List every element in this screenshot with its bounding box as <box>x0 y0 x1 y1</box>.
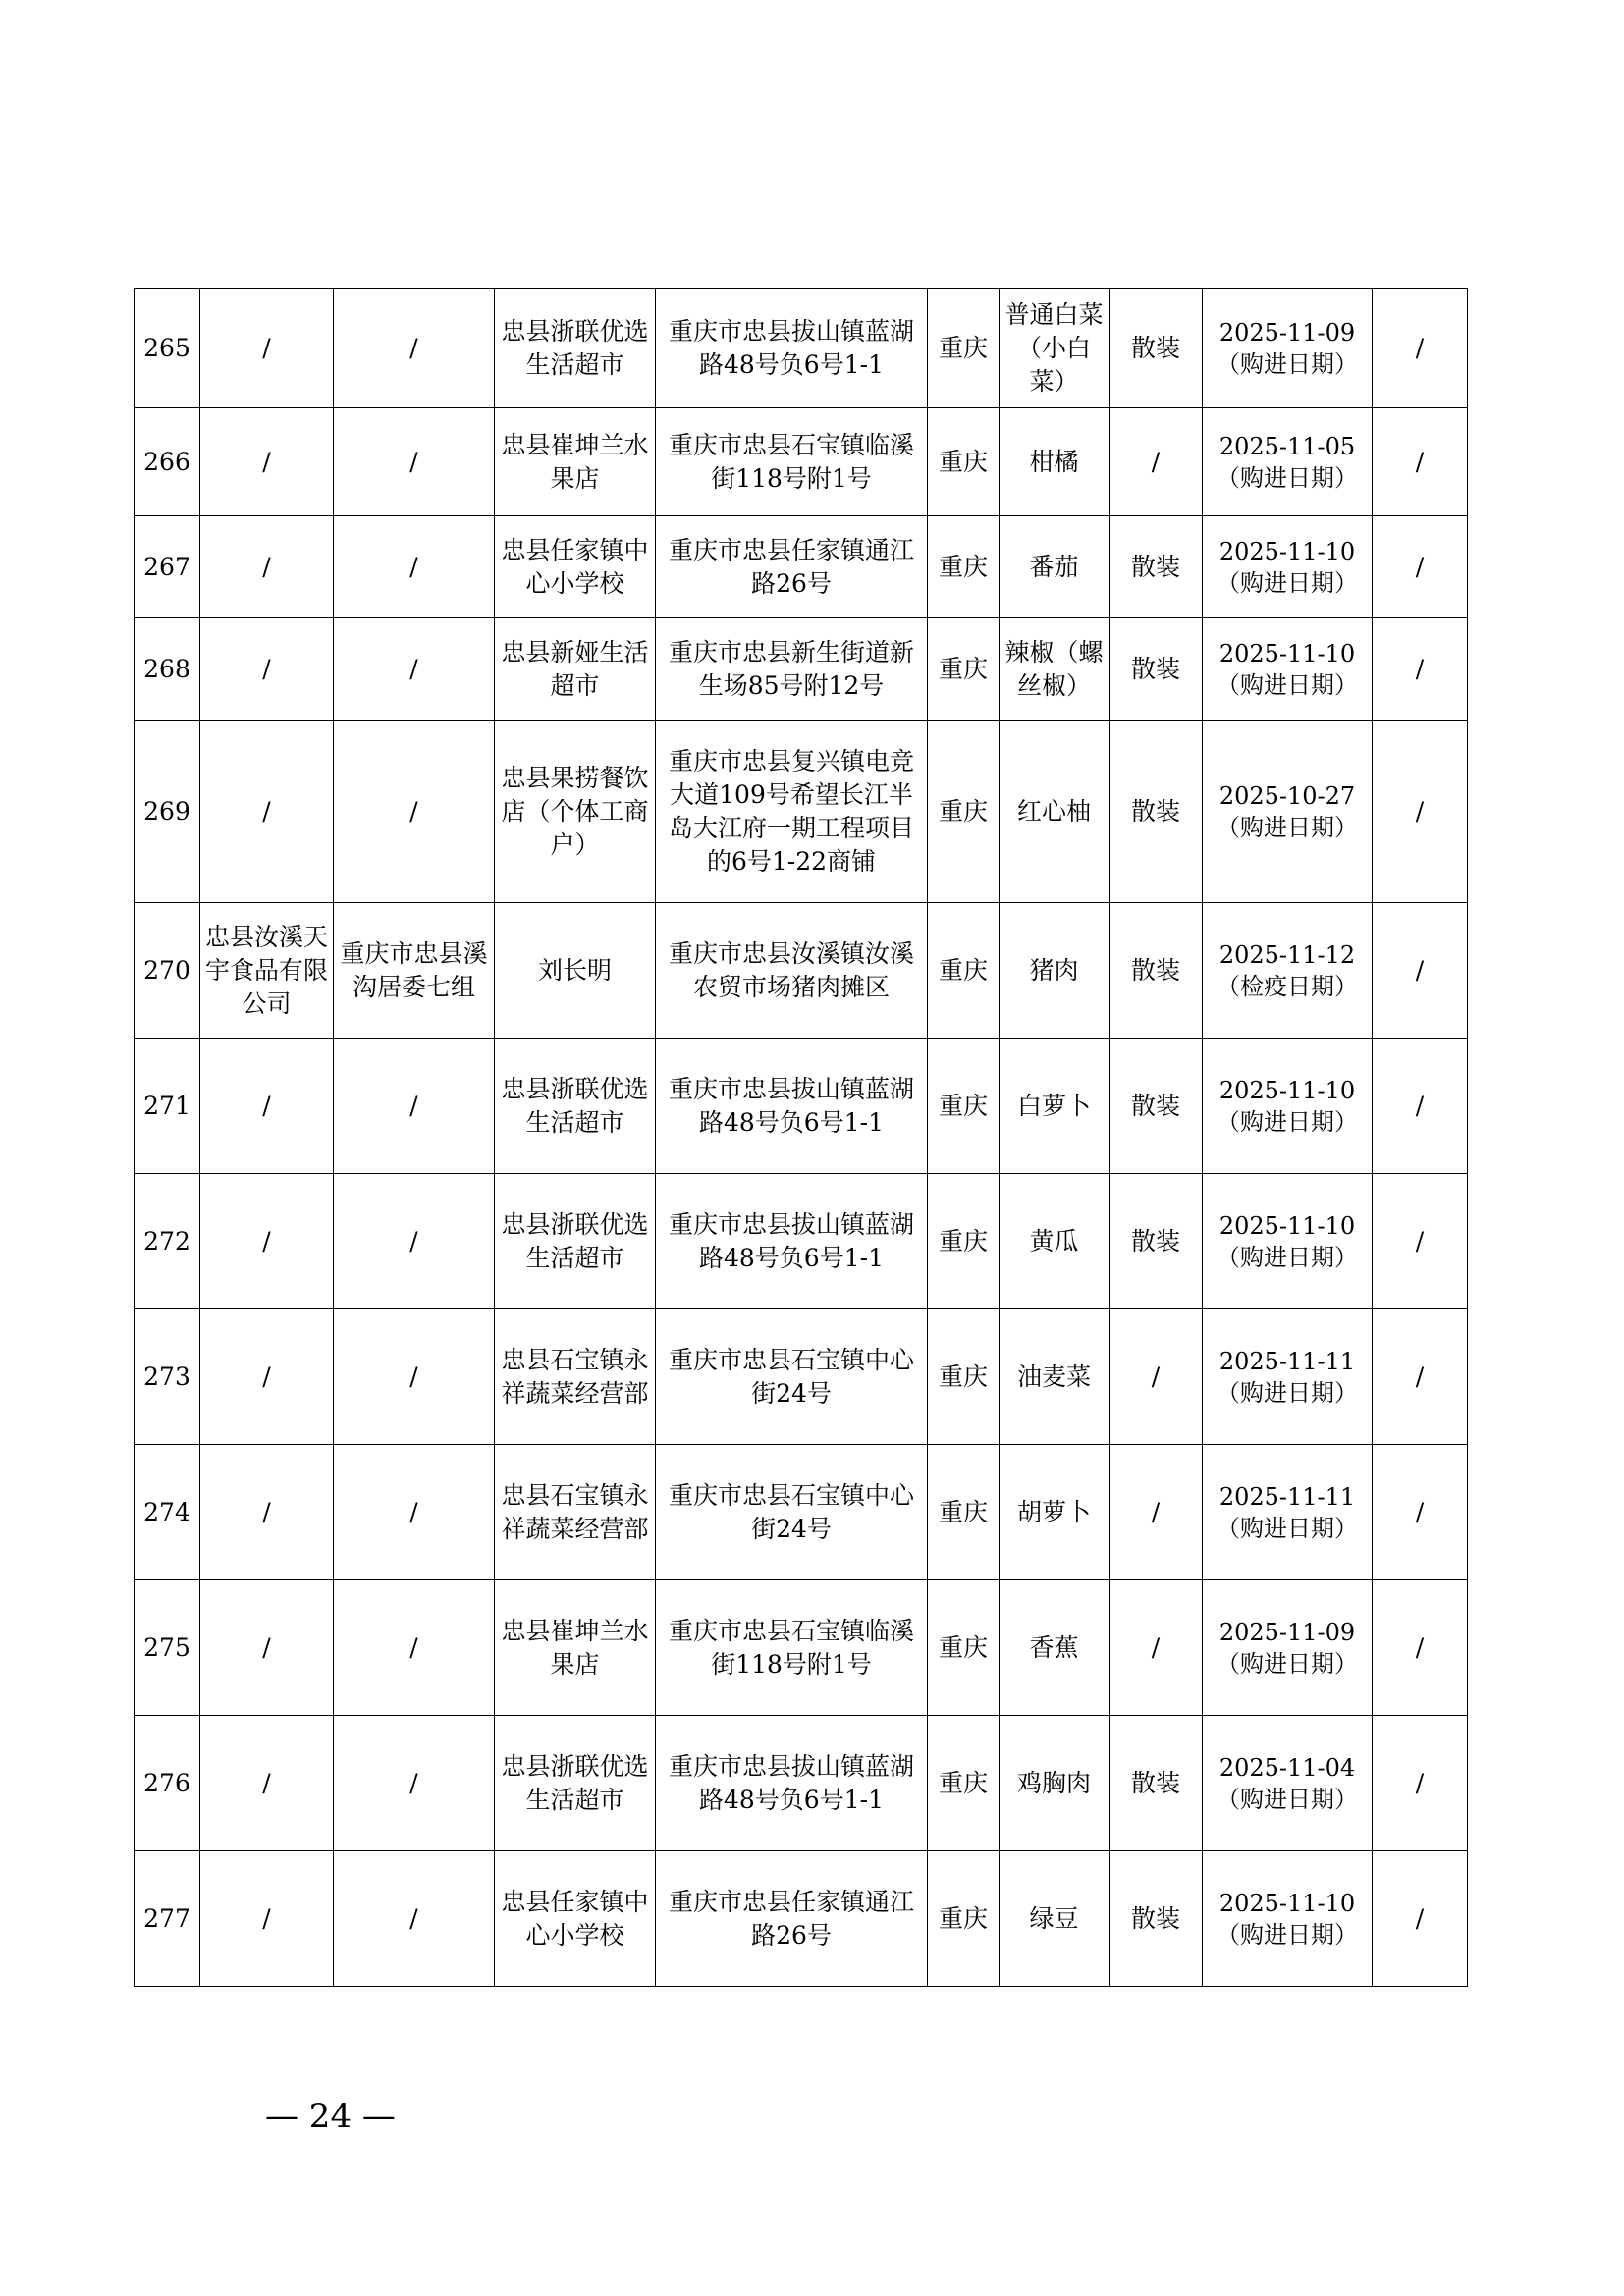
specification: / <box>1110 408 1203 516</box>
date-type: （购进日期） <box>1217 1514 1358 1542</box>
date-type: （购进日期） <box>1217 568 1358 597</box>
seller-name: 忠县任家镇中心小学校 <box>495 1851 656 1987</box>
seller-address: 重庆市忠县任家镇通江路26号 <box>656 516 928 618</box>
product-name: 黄瓜 <box>1000 1174 1110 1309</box>
note: / <box>1373 516 1468 618</box>
manufacturer-name: / <box>200 721 334 903</box>
seller-name: 忠县任家镇中心小学校 <box>495 516 656 618</box>
seller-address: 重庆市忠县汝溪镇汝溪农贸市场猪肉摊区 <box>656 903 928 1039</box>
date-value: 2025-11-05 <box>1218 432 1356 460</box>
row-number: 275 <box>135 1580 200 1716</box>
table-row <box>135 1851 1468 1987</box>
note: / <box>1373 903 1468 1039</box>
manufacturer-address: / <box>334 1851 495 1987</box>
date-value: 2025-11-11 <box>1218 1347 1356 1375</box>
date-cell <box>1203 721 1373 903</box>
product-name: 红心柚 <box>1000 721 1110 903</box>
date-value: 2025-11-10 <box>1218 537 1356 565</box>
date-cell <box>1203 1851 1373 1987</box>
table-body <box>135 289 1468 1987</box>
date-type: （检疫日期） <box>1217 972 1358 1000</box>
note: / <box>1373 1309 1468 1445</box>
product-name: 普通白菜（小白菜） <box>1000 289 1110 408</box>
note: / <box>1373 289 1468 408</box>
manufacturer-address: / <box>334 1174 495 1309</box>
seller-name: 忠县崔坤兰水果店 <box>495 408 656 516</box>
row-number: 265 <box>135 289 200 408</box>
manufacturer-name: 忠县汝溪天宇食品有限公司 <box>200 903 334 1039</box>
note: / <box>1373 1580 1468 1716</box>
table-row <box>135 1716 1468 1851</box>
region: 重庆 <box>928 408 1000 516</box>
specification: 散装 <box>1110 1716 1203 1851</box>
product-name: 番茄 <box>1000 516 1110 618</box>
date-type: （购进日期） <box>1217 813 1358 841</box>
date-value: 2025-11-10 <box>1218 639 1356 667</box>
manufacturer-address: / <box>334 618 495 721</box>
specification: 散装 <box>1110 1851 1203 1987</box>
region: 重庆 <box>928 721 1000 903</box>
date-type: （购进日期） <box>1217 670 1358 699</box>
date-cell <box>1203 1716 1373 1851</box>
manufacturer-name: / <box>200 1309 334 1445</box>
date-cell <box>1203 1039 1373 1174</box>
manufacturer-name: / <box>200 1445 334 1580</box>
product-name: 绿豆 <box>1000 1851 1110 1987</box>
date-type: （购进日期） <box>1217 463 1358 492</box>
table-row <box>135 721 1468 903</box>
region: 重庆 <box>928 1309 1000 1445</box>
seller-address: 重庆市忠县石宝镇临溪街118号附1号 <box>656 408 928 516</box>
row-number: 276 <box>135 1716 200 1851</box>
date-cell <box>1203 1174 1373 1309</box>
table-row <box>135 516 1468 618</box>
row-number: 274 <box>135 1445 200 1580</box>
date-type: （购进日期） <box>1217 1649 1358 1678</box>
manufacturer-address: / <box>334 721 495 903</box>
date-value: 2025-11-12 <box>1218 940 1356 969</box>
date-value: 2025-11-09 <box>1218 1618 1356 1646</box>
date-cell <box>1203 408 1373 516</box>
manufacturer-address: / <box>334 1039 495 1174</box>
region: 重庆 <box>928 1851 1000 1987</box>
specification: / <box>1110 1445 1203 1580</box>
product-name: 辣椒（螺丝椒） <box>1000 618 1110 721</box>
product-name: 猪肉 <box>1000 903 1110 1039</box>
region: 重庆 <box>928 516 1000 618</box>
seller-name: 忠县浙联优选生活超市 <box>495 1716 656 1851</box>
table-row <box>135 903 1468 1039</box>
seller-address: 重庆市忠县任家镇通江路26号 <box>656 1851 928 1987</box>
seller-name: 忠县浙联优选生活超市 <box>495 289 656 408</box>
date-type: （购进日期） <box>1217 1378 1358 1407</box>
note: / <box>1373 1039 1468 1174</box>
date-type: （购进日期） <box>1217 349 1358 378</box>
table-row <box>135 618 1468 721</box>
manufacturer-address: / <box>334 408 495 516</box>
date-cell <box>1203 1309 1373 1445</box>
row-number: 272 <box>135 1174 200 1309</box>
manufacturer-address: / <box>334 289 495 408</box>
page-number: — 24 — <box>265 2097 396 2136</box>
date-value: 2025-11-10 <box>1218 1076 1356 1104</box>
note: / <box>1373 1174 1468 1309</box>
date-cell <box>1203 903 1373 1039</box>
manufacturer-name: / <box>200 1039 334 1174</box>
manufacturer-name: / <box>200 618 334 721</box>
seller-address: 重庆市忠县拔山镇蓝湖路48号负6号1-1 <box>656 289 928 408</box>
seller-name: 忠县浙联优选生活超市 <box>495 1039 656 1174</box>
date-cell <box>1203 1445 1373 1580</box>
product-name: 油麦菜 <box>1000 1309 1110 1445</box>
date-type: （购进日期） <box>1217 1920 1358 1949</box>
table-row <box>135 408 1468 516</box>
seller-name: 忠县崔坤兰水果店 <box>495 1580 656 1716</box>
manufacturer-name: / <box>200 1851 334 1987</box>
date-cell <box>1203 618 1373 721</box>
seller-address: 重庆市忠县石宝镇中心街24号 <box>656 1309 928 1445</box>
inspection-table <box>134 288 1468 1987</box>
product-name: 胡萝卜 <box>1000 1445 1110 1580</box>
product-name: 柑橘 <box>1000 408 1110 516</box>
manufacturer-name: / <box>200 1716 334 1851</box>
seller-name: 忠县石宝镇永祥蔬菜经营部 <box>495 1445 656 1580</box>
date-value: 2025-10-27 <box>1218 781 1356 810</box>
product-name: 白萝卜 <box>1000 1039 1110 1174</box>
seller-name: 忠县果捞餐饮店（个体工商户） <box>495 721 656 903</box>
manufacturer-name: / <box>200 408 334 516</box>
region: 重庆 <box>928 289 1000 408</box>
seller-name: 忠县新娅生活超市 <box>495 618 656 721</box>
region: 重庆 <box>928 1580 1000 1716</box>
date-value: 2025-11-11 <box>1218 1482 1356 1511</box>
seller-address: 重庆市忠县拔山镇蓝湖路48号负6号1-1 <box>656 1716 928 1851</box>
manufacturer-address: / <box>334 1716 495 1851</box>
specification: / <box>1110 1580 1203 1716</box>
manufacturer-address: / <box>334 1580 495 1716</box>
date-type: （购进日期） <box>1217 1785 1358 1813</box>
date-value: 2025-11-10 <box>1218 1889 1356 1917</box>
region: 重庆 <box>928 1445 1000 1580</box>
seller-address: 重庆市忠县复兴镇电竞大道109号希望长江半岛大江府一期工程项目的6号1-22商铺 <box>656 721 928 903</box>
table-row <box>135 289 1468 408</box>
specification: / <box>1110 1309 1203 1445</box>
note: / <box>1373 618 1468 721</box>
table-row <box>135 1039 1468 1174</box>
row-number: 267 <box>135 516 200 618</box>
table-row <box>135 1445 1468 1580</box>
manufacturer-name: / <box>200 289 334 408</box>
row-number: 269 <box>135 721 200 903</box>
date-value: 2025-11-09 <box>1218 318 1356 347</box>
specification: 散装 <box>1110 721 1203 903</box>
date-cell <box>1203 289 1373 408</box>
date-value: 2025-11-04 <box>1218 1753 1356 1782</box>
date-cell <box>1203 516 1373 618</box>
product-name: 鸡胸肉 <box>1000 1716 1110 1851</box>
product-name: 香蕉 <box>1000 1580 1110 1716</box>
table-row <box>135 1174 1468 1309</box>
note: / <box>1373 408 1468 516</box>
note: / <box>1373 1716 1468 1851</box>
manufacturer-name: / <box>200 516 334 618</box>
date-type: （购进日期） <box>1217 1107 1358 1136</box>
table-row <box>135 1580 1468 1716</box>
region: 重庆 <box>928 903 1000 1039</box>
seller-address: 重庆市忠县新生街道新生场85号附12号 <box>656 618 928 721</box>
note: / <box>1373 721 1468 903</box>
region: 重庆 <box>928 1039 1000 1174</box>
note: / <box>1373 1851 1468 1987</box>
row-number: 268 <box>135 618 200 721</box>
row-number: 270 <box>135 903 200 1039</box>
specification: 散装 <box>1110 1039 1203 1174</box>
date-cell <box>1203 1580 1373 1716</box>
manufacturer-address: / <box>334 516 495 618</box>
manufacturer-address: / <box>334 1309 495 1445</box>
region: 重庆 <box>928 1174 1000 1309</box>
seller-name: 刘长明 <box>495 903 656 1039</box>
row-number: 266 <box>135 408 200 516</box>
specification: 散装 <box>1110 903 1203 1039</box>
region: 重庆 <box>928 1716 1000 1851</box>
seller-address: 重庆市忠县拔山镇蓝湖路48号负6号1-1 <box>656 1039 928 1174</box>
specification: 散装 <box>1110 516 1203 618</box>
note: / <box>1373 1445 1468 1580</box>
manufacturer-name: / <box>200 1580 334 1716</box>
date-value: 2025-11-10 <box>1218 1211 1356 1240</box>
seller-address: 重庆市忠县石宝镇临溪街118号附1号 <box>656 1580 928 1716</box>
manufacturer-address: / <box>334 1445 495 1580</box>
manufacturer-name: / <box>200 1174 334 1309</box>
row-number: 273 <box>135 1309 200 1445</box>
seller-address: 重庆市忠县拔山镇蓝湖路48号负6号1-1 <box>656 1174 928 1309</box>
specification: 散装 <box>1110 1174 1203 1309</box>
date-type: （购进日期） <box>1217 1243 1358 1271</box>
specification: 散装 <box>1110 289 1203 408</box>
row-number: 277 <box>135 1851 200 1987</box>
seller-name: 忠县浙联优选生活超市 <box>495 1174 656 1309</box>
region: 重庆 <box>928 618 1000 721</box>
table-row <box>135 1309 1468 1445</box>
manufacturer-address: 重庆市忠县溪沟居委七组 <box>334 903 495 1039</box>
seller-name: 忠县石宝镇永祥蔬菜经营部 <box>495 1309 656 1445</box>
row-number: 271 <box>135 1039 200 1174</box>
seller-address: 重庆市忠县石宝镇中心街24号 <box>656 1445 928 1580</box>
specification: 散装 <box>1110 618 1203 721</box>
